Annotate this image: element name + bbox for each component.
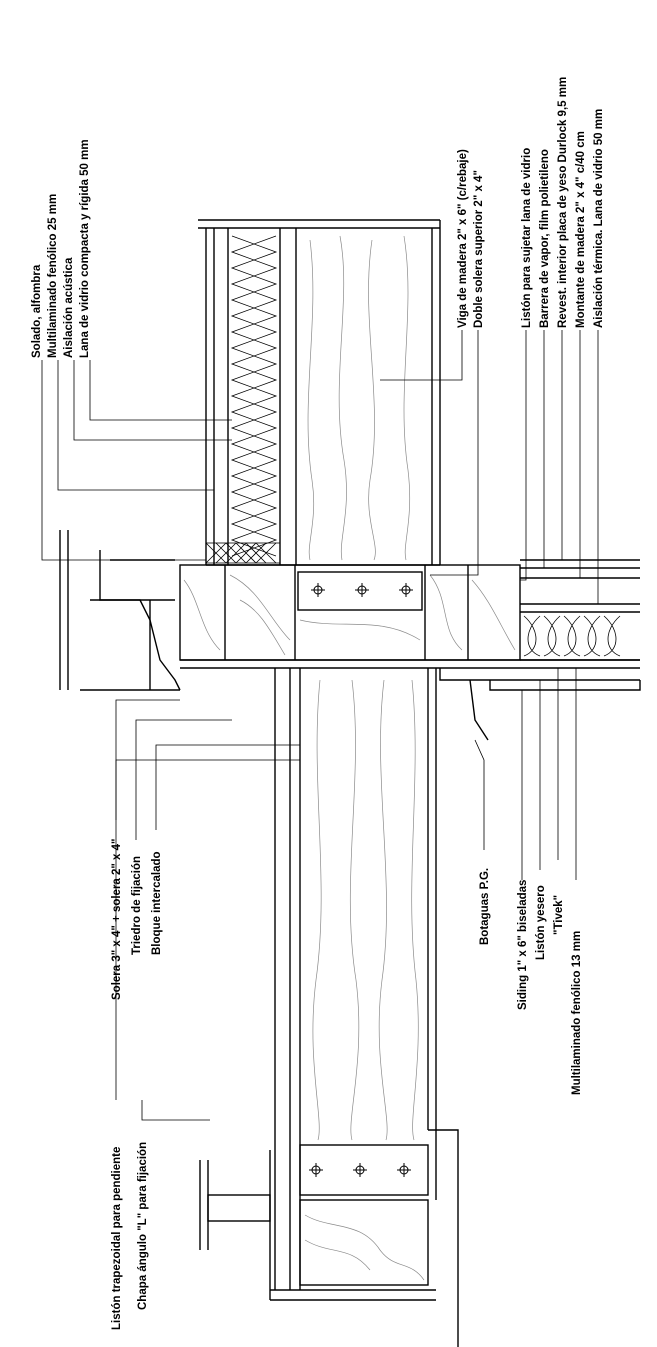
label-liston-yesero: Listón yesero [535,885,547,960]
stud-grain [313,680,418,1140]
bottom-plates [300,1145,428,1285]
angle-fixing [200,1150,270,1300]
label-barrera-vapor: Barrera de vapor, film polietileno [539,149,551,328]
label-botaguas: Botaguas P.G. [479,867,491,945]
label-multilaminado-25: Multilaminado fenólico 25 mm [47,193,59,358]
bottom-bolts [309,1163,411,1177]
label-doble-solera: Doble solera superior 2" x 4" [473,170,485,328]
wall-insulation-waves [524,616,620,656]
plate-grain [305,1215,424,1280]
label-multilaminado-13: Multilaminado fenólico 13 mm [571,930,583,1095]
label-liston-trapezoidal: Listón trapezoidal para pendiente [111,1146,123,1330]
label-lana-vidrio-50: Lana de vidrio compacta y rígida 50 mm [79,139,91,358]
leader-lines [42,330,598,1120]
label-triedro: Triedro de fijación [131,855,143,955]
acoustic-insulation [232,236,276,556]
label-aislacion-termica: Aislación térmica. Lana de vidrio 50 mm [593,108,605,328]
label-aislacion-acustica: Aislación acústica [63,257,75,358]
label-siding: Siding 1" x 6" biseladas [517,879,529,1010]
label-solera: Solera 3" x 4" + solera 2" x 4" [111,838,123,1000]
label-bloque: Bloque intercalado [151,851,163,955]
bolt-heads [311,583,413,597]
label-liston-sujetar: Listón para sujetar lana de vidrio [521,147,533,328]
sill-grain [184,575,515,655]
floor-assembly [198,220,440,565]
sill-band [180,565,520,660]
label-chapa-angulo: Chapa ángulo "L" para fijación [137,1141,149,1310]
exterior-rail [60,530,180,690]
label-viga-madera: Viga de madera 2" x 6" (c/rebaje) [457,149,469,328]
label-tivek: "Tivek" [553,894,565,935]
label-montante: Montante de madera 2" x 4" c/40 cm [575,131,587,328]
joist-grain [308,236,410,560]
label-solado: Solado, alfombra [31,264,43,358]
label-revestimiento: Revest. interior placa de yeso Durlock 9,5 mm [557,76,569,328]
